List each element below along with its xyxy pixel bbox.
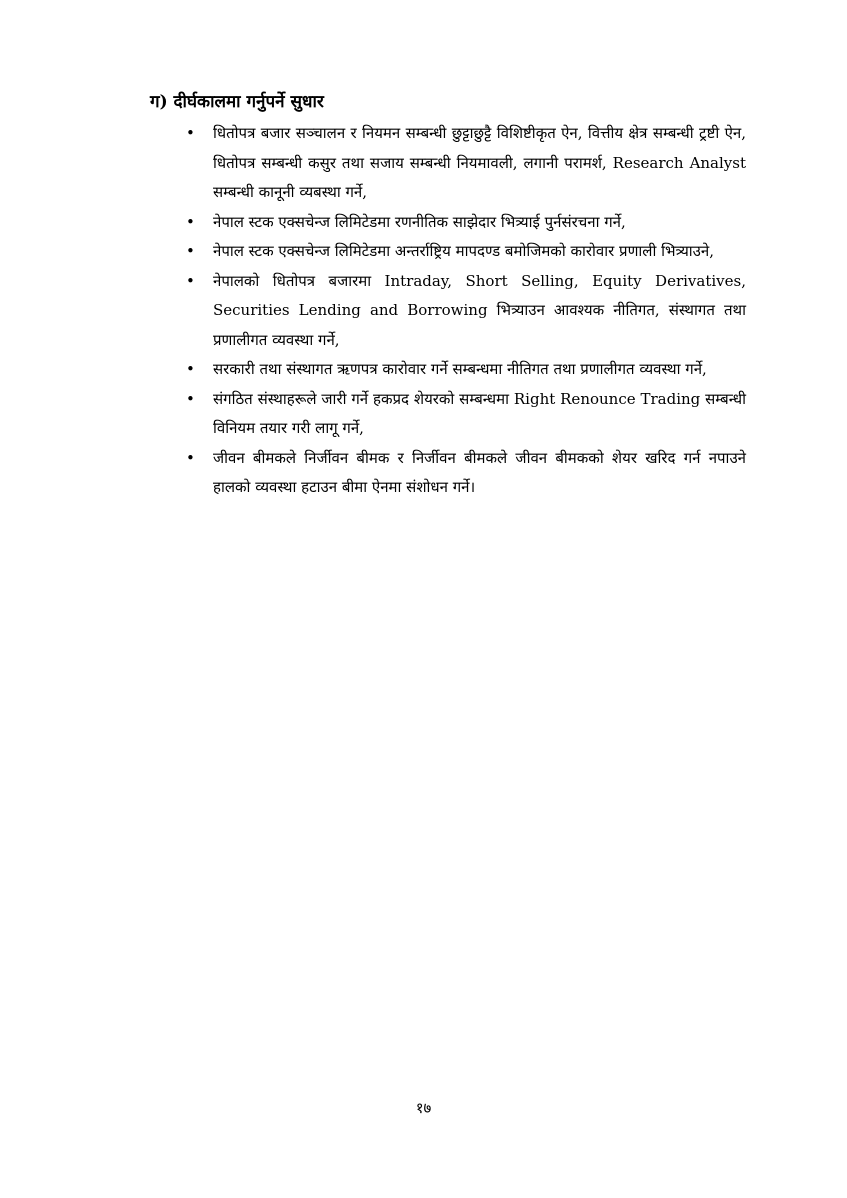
list-item-text: धितोपत्र बजार सञ्चालन र नियमन सम्बन्धी छुट्टाछुट्टै विशिष्टीकृत ऐन, वित्तीय क्षेत्र सम्बन्धी ट्रष्टी ऐन, धितोपत्र सम्बन्धी कसुर तथा सजाय सम्बन्धी नियमावली, लगानी परामर्श, Research Analyst सम्बन्धी कानूनी व्यबस्था गर्ने, [213,124,746,201]
list-item-text: जीवन बीमकले निर्जीवन बीमक र निर्जीवन बीमकले जीवन बीमकको शेयर खरिद गर्न नपाउने हालको व्यवस्था हटाउन बीमा ऐनमा संशोधन गर्ने। [213,448,746,496]
bullet-icon: • [186,271,195,290]
list-item-text: संगठित संस्थाहरूले जारी गर्ने हकप्रद शेयरको सम्बन्धमा Right Renounce Trading सम्बन्धी विनियम तयार गरी लागू गर्ने, [213,389,746,437]
list-item-text: नेपालको धितोपत्र बजारमा Intraday, Short Selling, Equity Derivatives, Securities Lending and Borrowing भित्र्याउन आवश्यक नीतिगत, संस्थागत तथा प्रणालीगत व्यवस्था गर्ने, [213,271,746,349]
list-item [186,119,746,208]
bullet-icon: • [186,448,195,467]
bullet-icon: • [186,124,195,142]
list-item-text: नेपाल स्टक एक्सचेन्ज लिमिटेडमा रणनीतिक साझेदार भित्र्याई पुर्नसंरचना गर्ने, [213,212,626,231]
bullet-list [186,119,746,503]
section-heading: ग) दीर्घकालमा गर्नुपर्ने सुधार [150,92,324,112]
list-item-text: नेपाल स्टक एक्सचेन्ज लिमिटेडमा अन्तर्राष्ट्रिय मापदण्ड बमोजिमको कारोवार प्रणाली भित्र्याउने, [213,242,714,260]
bullet-icon: • [186,389,195,408]
list-item [186,237,746,267]
bullet-icon: • [186,360,195,378]
page-number: १७ [415,1099,432,1117]
list-item-text: सरकारी तथा संस्थागत ऋणपत्र कारोवार गर्ने सम्बन्धमा नीतिगत तथा प्रणालीगत व्यवस्था गर्ने, [213,360,707,378]
list-item [186,267,746,356]
list-item [186,208,746,238]
list-item [186,385,746,444]
list-item [186,444,746,503]
list-item [186,355,746,385]
bullet-icon: • [186,212,195,231]
bullet-icon: • [186,242,195,260]
